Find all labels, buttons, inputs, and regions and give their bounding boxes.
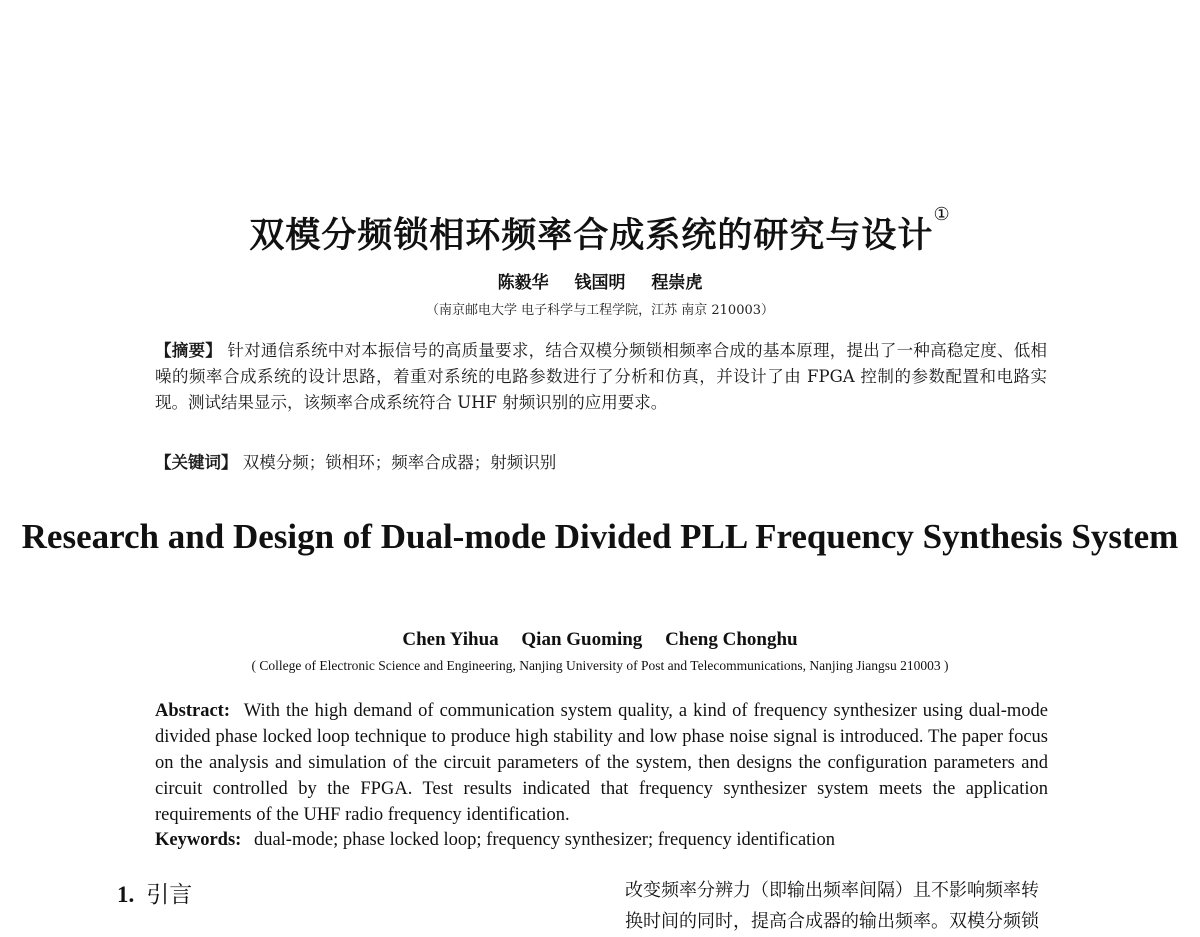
chinese-abstract-label: 【摘要】 [155, 341, 222, 360]
chinese-title-text: 双模分频锁相环频率合成系统的研究与设计 [249, 216, 934, 256]
author-1-cn: 陈毅华 [497, 273, 549, 293]
english-keywords [155, 827, 1048, 853]
chinese-title [0, 204, 1200, 258]
author-2-cn: 钱国明 [574, 273, 626, 293]
author-1-en: Chen Yihua [402, 629, 499, 650]
section-number: 1. [117, 882, 135, 907]
section-heading [117, 876, 192, 909]
author-3-cn: 程崇虎 [651, 273, 703, 293]
chinese-abstract-text: 针对通信系统中对本振信号的高质量要求，结合双模分频锁相频率合成的基本原理，提出了一种高稳定度、低相噪的频率合成系统的设计思路，着重对系统的电路参数进行了分析和仿真，并设计了由 FPGA 控制的参数配置和电路实现。测试结果显示，该频率合成系统符合 UHF 射频识别的应用要求。 [155, 341, 1048, 412]
english-keywords-label: Keywords: [155, 830, 242, 850]
author-2-en: Qian Guoming [521, 629, 643, 650]
chinese-affiliation: （南京邮电大学 电子科学与工程学院，江苏 南京 210003） [425, 303, 775, 318]
right-column-line-1: 改变频率分辨力（即输出频率间隔）且不影响频率转 [625, 880, 1039, 901]
chinese-authors [0, 268, 1200, 293]
right-column-line-2: 换时间的同时，提高合成器的输出频率。双模分频锁 [625, 911, 1039, 932]
right-column-text [625, 875, 1095, 937]
english-abstract [155, 698, 1048, 828]
english-authors [0, 629, 1200, 651]
author-3-en: Cheng Chonghu [665, 629, 798, 650]
english-affiliation: ( College of Electronic Science and Engineering, Nanjing University of Post and Telecommunications, Nanjing Jiangsu 210003 ) [251, 658, 949, 673]
footnote-mark: ① [933, 204, 951, 225]
english-abstract-text: With the high demand of communication system quality, a kind of frequency synthesizer using dual-mode divided phase locked loop technique to produce high stability and low phase noise signal is introduced. The paper focus on the analysis and simulation of the circuit parameters of the system, then designs the configuration parameters and circuit controlled by the FPGA. Test results indicated that frequency synthesizer system meets the application requirements of the UHF radio frequency identification. [155, 701, 1048, 825]
chinese-keywords-text: 双模分频；锁相环；频率合成器；射频识别 [242, 453, 557, 472]
english-keywords-text: dual-mode; phase locked loop; frequency synthesizer; frequency identification [253, 830, 835, 850]
english-title: Research and Design of Dual-mode Divided PLL Frequency Synthesis System [21, 517, 1179, 556]
chinese-keywords-label: 【关键词】 [155, 453, 238, 472]
section-title: 引言 [146, 882, 193, 908]
chinese-abstract [155, 338, 1047, 416]
english-abstract-label: Abstract: [155, 701, 231, 721]
chinese-keywords [155, 450, 1047, 476]
